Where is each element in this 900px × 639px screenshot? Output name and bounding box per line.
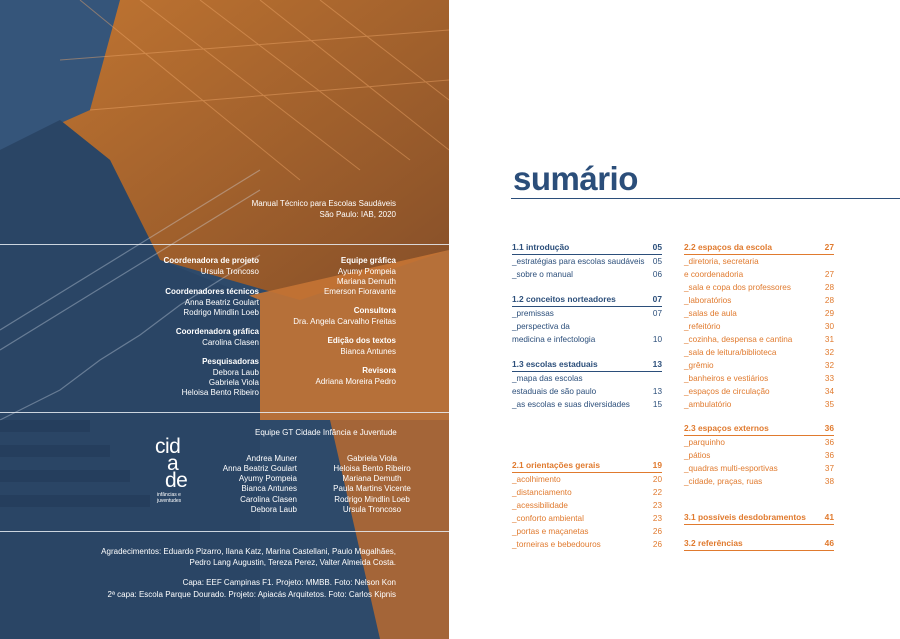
toc-heading[interactable]: 1.1 introdução 05 [512, 242, 662, 252]
heading-rule [684, 524, 834, 525]
team-member: Gabriela Viola [346, 454, 398, 463]
team-member: Paula Martins Vicente [333, 484, 411, 493]
toc-heading[interactable]: 1.2 conceitos norteadores 07 [512, 294, 662, 304]
photo-credit: 2ª capa: Escola Parque Dourado. Projeto: Apiacás Arquitetos. Foto: Carlos Kipnis [107, 590, 396, 599]
title-rule [511, 198, 900, 199]
credit-name: Mariana Demuth [336, 277, 396, 286]
credit-name: Gabriela Viola [208, 378, 259, 387]
manual-title: Manual Técnico para Escolas Saudáveis [251, 199, 396, 208]
logo-text: a [167, 452, 179, 475]
toc-heading[interactable]: 3.2 referências 46 [684, 538, 834, 548]
team-member: Heloisa Bento Ribeiro [333, 464, 411, 473]
team-member: Bianca Antunes [241, 484, 297, 493]
toc-item[interactable]: _parquinho 36 [684, 438, 834, 447]
toc-item[interactable]: _acessibilidade 23 [512, 501, 662, 510]
toc-heading[interactable]: 3.1 possíveis desdobramentos 41 [684, 512, 834, 522]
toc-item[interactable]: _as escolas e suas diversidades 15 [512, 400, 662, 409]
team-member: Debora Laub [250, 505, 297, 514]
credit-name: Debora Laub [212, 368, 259, 377]
toc-item[interactable]: _espaços de circulação 34 [684, 387, 834, 396]
cidade-logo [153, 435, 188, 504]
team-title: Equipe GT Cidade Infância e Juventude [255, 428, 397, 437]
toc-item[interactable]: _torneiras e bebedouros 26 [512, 540, 662, 549]
toc-section [512, 241, 662, 281]
toc-item[interactable]: _sala de leitura/biblioteca 32 [684, 348, 834, 357]
acknowledgements: Pedro Lang Augustin, Tereza Perez, Valter Almeida Costa. [189, 558, 396, 567]
logo-subtitle: juventudes [157, 498, 182, 504]
toc-item[interactable]: _portas e maçanetas 26 [512, 527, 662, 536]
toc-item[interactable]: _conforto ambiental 23 [512, 514, 662, 523]
toc-item[interactable]: _grêmio 32 [684, 361, 834, 370]
toc-item[interactable]: medicina e infectologia 10 [512, 335, 662, 344]
toc-item[interactable]: _estratégias para escolas saudáveis 05 [512, 257, 662, 266]
toc-heading[interactable]: 1.3 escolas estaduais 13 [512, 359, 662, 369]
toc-section [512, 459, 662, 551]
divider [0, 412, 449, 413]
toc-item[interactable]: _diretoria, secretaria [684, 257, 759, 266]
toc-section [512, 293, 662, 346]
divider [0, 244, 449, 245]
toc-item[interactable]: _mapa das escolas [512, 374, 583, 383]
toc-item[interactable]: _distanciamento 22 [512, 488, 662, 497]
divider [0, 531, 449, 532]
toc-item[interactable]: _sobre o manual 06 [512, 270, 662, 279]
credit-role: Consultora [353, 306, 396, 315]
toc-item[interactable]: _pátios 36 [684, 451, 834, 460]
credit-role: Pesquisadoras [202, 357, 259, 366]
credit-name: Adriana Moreira Pedro [315, 377, 396, 386]
credit-name: Dra. Angela Carvalho Freitas [293, 317, 396, 326]
toc-heading[interactable]: 2.2 espaços da escola 27 [684, 242, 834, 252]
team-member: Carolina Clasen [240, 495, 297, 504]
credit-name: Anna Beatriz Goulart [184, 298, 259, 307]
table-of-contents-page [449, 0, 900, 639]
toc-item[interactable]: _sala e copa dos professores 28 [684, 283, 834, 292]
toc-item[interactable]: _perspectiva da [512, 322, 570, 331]
credit-role: Equipe gráfica [340, 256, 396, 265]
credit-role: Coordenadores técnicos [165, 287, 259, 296]
toc-item[interactable]: estaduais de são paulo 13 [512, 387, 662, 396]
team-member: Ursula Troncoso [342, 505, 402, 514]
photo-credit: Capa: EEF Campinas F1. Projeto: MMBB. Foto: Nelson Kon [182, 578, 396, 587]
acknowledgements: Agradecimentos: Eduardo Pizarro, Ilana Katz, Marina Castellani, Paulo Magalhães, [101, 547, 396, 556]
credit-role: Revisora [362, 366, 396, 375]
team-member: Mariana Demuth [342, 474, 402, 483]
publisher-line: São Paulo: IAB, 2020 [319, 210, 396, 219]
team-member: Ayumy Pompeia [238, 474, 297, 483]
heading-rule [684, 550, 834, 551]
credits-page [0, 0, 449, 639]
credit-name: Ursula Troncoso [200, 267, 259, 276]
toc-section [684, 511, 834, 525]
page-title: sumário [513, 160, 638, 197]
credit-name: Ayumy Pompeia [337, 267, 396, 276]
toc-section [512, 358, 662, 411]
credit-role: Coordenadora gráfica [175, 327, 259, 336]
toc-section [684, 241, 834, 411]
toc-item[interactable]: _salas de aula 29 [684, 309, 834, 318]
credit-name: Heloisa Bento Ribeiro [181, 388, 259, 397]
toc-item[interactable]: _premissas 07 [512, 309, 662, 318]
toc-heading[interactable]: 2.1 orientações gerais 19 [512, 460, 662, 470]
toc-item[interactable]: _acolhimento 20 [512, 475, 662, 484]
team-member: Rodrigo Mindlin Loeb [334, 495, 410, 504]
credit-role: Coordenadora de projeto [163, 256, 259, 265]
toc-item[interactable]: _laboratórios 28 [684, 296, 834, 305]
team-member: Anna Beatriz Goulart [222, 464, 297, 473]
logo-text: de [165, 469, 188, 492]
logo-text: cid [155, 435, 181, 458]
credit-name: Carolina Clasen [202, 338, 259, 347]
credit-name: Emerson Fioravante [323, 287, 396, 296]
toc-item[interactable]: _banheiros e vestiários 33 [684, 374, 834, 383]
credit-name: Bianca Antunes [340, 347, 396, 356]
toc-item[interactable]: _refeitório 30 [684, 322, 834, 331]
toc-item[interactable]: _quadras multi-esportivas 37 [684, 464, 834, 473]
toc-section [684, 422, 834, 488]
team-member: Andrea Muner [246, 454, 297, 463]
toc-section [684, 537, 834, 551]
credit-name: Rodrigo Mindlin Loeb [183, 308, 259, 317]
credit-role: Edição dos textos [327, 336, 396, 345]
toc-item[interactable]: _cidade, praças, ruas 38 [684, 477, 834, 486]
toc-heading[interactable]: 2.3 espaços externos 36 [684, 423, 834, 433]
logo-subtitle: infâncias e [157, 492, 181, 498]
toc-item[interactable]: _ambulatório 35 [684, 400, 834, 409]
toc-item[interactable]: e coordenadoria 27 [684, 270, 834, 279]
toc-item[interactable]: _cozinha, despensa e cantina 31 [684, 335, 834, 344]
